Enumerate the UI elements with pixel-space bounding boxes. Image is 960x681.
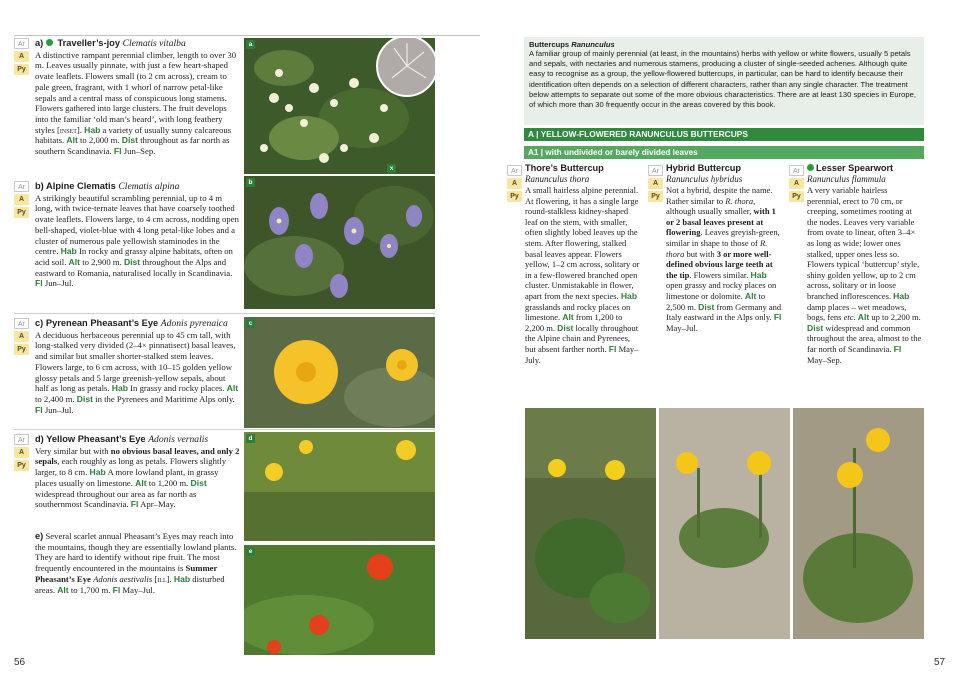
species-entry-alpine-clematis bbox=[14, 181, 240, 289]
badge-py: Py bbox=[507, 191, 522, 202]
entry-body: Very similar but with no obvious basal leaves, and only 2 sepals, each roughly as long as petals. Flowers slightly larger, to 8 cm. Hab A more lowland plant, in grassy places usually on limestone. Alt to 1,200 m. Dist widespread throughout our area as far north as southernmost Scandinavia. Fl Apr–May. bbox=[35, 445, 240, 510]
entry-body: A distinctive rampant perennial climber, length to over 30 m. Leaves usually pinnate, with just a few heart-shaped ovate leaflets. Flowers small (to 2 cm across), cream to pale green, fragrant, with 1 whorl of narrow petal-like sepals and a central mass of conspicuous long stamens. Flowers gathered into large clusters. The fruit develops into the familiar ‘old man’s beard’, with long feathery styles [inset]. Hab a variety of usually sunny calcareous habitats. Alt to 2,000 m. Dist throughout as far north as southern Scandinavia. Fl Jun–Sep. bbox=[35, 49, 237, 157]
section-heading-a1: A1 | with undivided or barely divided leaves bbox=[524, 146, 924, 159]
species-scientific-name: Ranunculus flammula bbox=[807, 174, 886, 184]
badge-a: A bbox=[14, 331, 29, 342]
photo-label: c bbox=[246, 319, 255, 328]
photo-label: b bbox=[246, 178, 255, 187]
photo-yellow-pheasants-eye bbox=[244, 432, 435, 541]
species-common-name: Lesser Spearwort bbox=[807, 163, 923, 174]
region-badges bbox=[507, 165, 523, 204]
badge-a: A bbox=[648, 178, 663, 189]
entry-body: A strikingly beautiful scrambling perennial, up to 4 m long, with twice-ternate leaves that have coarsely toothed ovate leaflets. Flowers large, to 4 cm across, nodding open bell-shaped, violet-blue with 4 long petal-like lobes and a cluster of numerous pale yellowish staminodes in the centre. Hab In rocky and grassy alpine habitats, often on acid soil. Alt to 2,900 m. Dist throughout the Alps and eastward to Romania, naturalised locally in Scandinavia. Fl Jun–Jul. bbox=[35, 192, 239, 289]
inset-label: x bbox=[387, 164, 396, 173]
badge-ar: Ar bbox=[14, 434, 29, 445]
genus-title: Buttercups Ranunculus bbox=[529, 40, 615, 49]
badge-ar: Ar bbox=[507, 165, 522, 176]
region-badges bbox=[14, 434, 30, 473]
species-entry-lesser-spearwort bbox=[789, 163, 923, 365]
species-scientific-name: Ranunculus thora bbox=[525, 174, 590, 184]
species-description: A very variable hairless perennial, erect to 70 cm, or creeping, sometimes rooting at the nodes. Leaves very variable from ovate to linear, often 3–4× as long as wide; lower ones stalked, upper ones less so. Flowers typical ‘buttercup’ style, shiny golden yellow, up to 2 cm across, solitary or in loose branched inflorescences. Hab damp places – wet meadows, bogs, fens etc. Alt up to 2,200 m. Dist widespread and common throughout the area, almost to the far north of Scandinavia. Fl May–Sep. bbox=[807, 185, 922, 365]
species-entry-hybrid-buttercup bbox=[648, 163, 782, 333]
yellow-pheasants-eye-image bbox=[244, 432, 435, 541]
region-badges bbox=[14, 181, 30, 220]
photo-hybrid-buttercup bbox=[659, 408, 790, 639]
photo-summer-pheasants-eye bbox=[244, 545, 435, 655]
photo-label: e bbox=[246, 547, 255, 556]
badge-py: Py bbox=[648, 191, 663, 202]
badge-py: Py bbox=[14, 460, 29, 471]
species-scientific-name: Ranunculus hybridus bbox=[666, 174, 743, 184]
entry-body: A deciduous herbaceous perennial up to 45 cm tall, with long-stalked very divided (2–4× pinnatisect) basal leaves, and similar but smaller shorter-stalked stem leaves. Flowers large, to 6 cm across, with 10–15 golden yellow glossy petals and 5 large greenish-yellow sepals, about half as long as petals. Hab In grassy and rocky places. Alt to 2,400 m. Dist in the Pyrenees and Maritime Alps only. Fl Jun–Jul. bbox=[35, 329, 239, 415]
genus-intro-text: A familiar group of mainly perennial (at least, in the mountains) herbs with yellow or white flowers, usually 5 petals and sepals, with nectaries and numerous stamens, producing a cluster of single-seeded achenes. Although quite easy to recognise as a group, the yellow-flowered buttercups, in particular, can be hard to identify because their identification often depends on a selection of different characters, rather than any single character. The treatment below attempts to separate out some of the more obvious characteristics. There are at least 130 species in Europe, of which more than 30 frequently occur in the areas covered by this book. bbox=[529, 49, 916, 110]
photo-pyrenean-pheasants-eye bbox=[244, 317, 435, 428]
photo-alpine-clematis bbox=[244, 176, 435, 309]
region-badges bbox=[14, 318, 30, 357]
entry-title: c) Pyrenean Pheasant’s Eye Adonis pyrenaica bbox=[35, 318, 228, 329]
badge-ar: Ar bbox=[648, 165, 663, 176]
alpine-clematis-image bbox=[244, 176, 435, 309]
species-common-name: Hybrid Buttercup bbox=[666, 163, 742, 173]
badge-py: Py bbox=[789, 191, 804, 202]
photo-lesser-spearwort bbox=[793, 408, 924, 639]
lesser-spearwort-image bbox=[793, 408, 924, 639]
badge-a: A bbox=[14, 194, 29, 205]
species-entry-pyrenean-pheasants-eye bbox=[14, 318, 240, 415]
photo-thores-buttercup bbox=[525, 408, 656, 639]
region-badges bbox=[14, 38, 30, 77]
region-badges bbox=[648, 165, 664, 204]
badge-py: Py bbox=[14, 64, 29, 75]
genus-intro-box bbox=[524, 37, 924, 125]
badge-a: A bbox=[14, 447, 29, 458]
species-entry-travellers-joy bbox=[14, 38, 240, 157]
species-description: A small hairless alpine perennial. At flowering, it has a single large round-stalkless kidney-shaped leaf on the stem, with smaller, often slightly lobed leaves up the stem. After flowering, stalked basal leaves appear. Flowers yellow, 1–2 cm across, solitary or in a few-flowered branched open cluster. Unmistakable in flower, apart from the next species. Hab grasslands and rocky places on limestone. Alt from 1,200 to 2,200 m. Dist locally throughout the Alpine chain and Pyrenees, but absent farther north. Fl May–July. bbox=[525, 185, 640, 365]
photo-label: d bbox=[246, 434, 255, 443]
species-description: Not a hybrid, despite the name. Rather similar to R. thora, although usually smaller, with 1 or 2 basal leaves present at flowering. Leaves greyish-green, similar in shape to those of R. thora but with 3 or more well-defined obvious large teeth at the tip. Flowers similar. Hab open grassy and rocky places on limestone or dolomite. Alt to 2,500 m. Dist from Germany and Italy eastward in the Alps only. Fl May–Jul. bbox=[666, 185, 782, 333]
badge-ar: Ar bbox=[14, 38, 29, 49]
badge-ar: Ar bbox=[14, 181, 29, 192]
travellers-joy-image bbox=[244, 38, 435, 174]
species-entry-thores-buttercup bbox=[507, 163, 641, 365]
entry-title: d) Yellow Pheasant’s Eye Adonis vernalis bbox=[35, 434, 209, 445]
badge-py: Py bbox=[14, 344, 29, 355]
entry-title: a) Traveller’s-joy Clematis vitalba bbox=[35, 38, 186, 49]
badge-ar: Ar bbox=[14, 318, 29, 329]
entry-separator bbox=[14, 429, 435, 430]
badge-a: A bbox=[14, 51, 29, 62]
region-badges bbox=[789, 165, 805, 204]
species-entry-summer-pheasants-eye bbox=[14, 531, 240, 595]
summer-pheasants-eye-image bbox=[244, 545, 435, 655]
protected-dot-icon bbox=[46, 39, 53, 46]
badge-a: A bbox=[789, 178, 804, 189]
photo-label: a bbox=[246, 40, 255, 49]
protected-dot-icon bbox=[807, 164, 814, 171]
badge-py: Py bbox=[14, 207, 29, 218]
section-heading-a: A | YELLOW-FLOWERED RANUNCULUS BUTTERCUPS bbox=[524, 128, 924, 141]
hybrid-buttercup-image bbox=[659, 408, 790, 639]
entry-title: b) Alpine Clematis Clematis alpina bbox=[35, 181, 180, 192]
species-entry-yellow-pheasants-eye bbox=[14, 434, 240, 510]
entry-body: e) Several scarlet annual Pheasant’s Eyes may reach into the mountains, though they are essentially lowland plants. They are hard to identify without ripe fruit. The most frequently encountered in the mountains is Summer Pheasant’s Eye Adonis aestivalis [ill]. Hab disturbed areas. Alt to 1,700 m. Fl May–Jul. bbox=[35, 531, 237, 595]
badge-ar: Ar bbox=[789, 165, 804, 176]
photo-travellers-joy bbox=[244, 38, 435, 174]
pyrenean-pheasants-eye-image bbox=[244, 317, 435, 428]
entry-separator bbox=[14, 313, 435, 314]
species-common-name: Thore’s Buttercup bbox=[525, 163, 604, 173]
badge-a: A bbox=[507, 178, 522, 189]
top-rule bbox=[14, 35, 480, 36]
thores-buttercup-image bbox=[525, 408, 656, 639]
page-number-left: 56 bbox=[14, 657, 26, 668]
page-number-right: 57 bbox=[934, 657, 946, 668]
